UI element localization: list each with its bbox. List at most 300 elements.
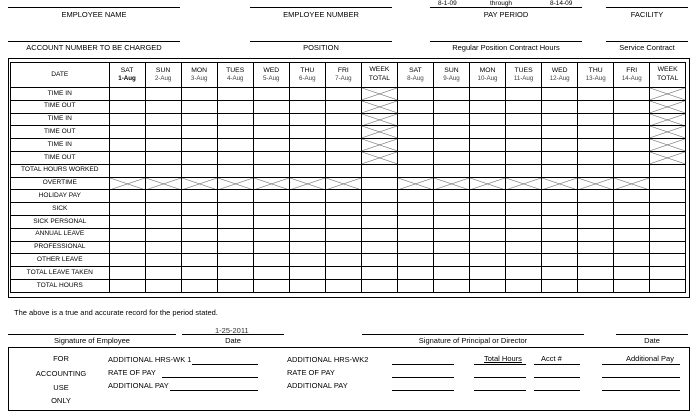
entry-cell[interactable] [145, 241, 181, 254]
entry-cell[interactable] [325, 267, 361, 280]
crossed-cell [361, 151, 397, 164]
entry-cell[interactable] [506, 241, 542, 254]
entry-cell[interactable] [289, 203, 325, 216]
acct-row1-line-d[interactable] [602, 364, 680, 365]
entry-cell[interactable] [325, 215, 361, 228]
day-name: TUES [514, 66, 533, 74]
entry-cell[interactable] [361, 177, 397, 190]
entry-cell[interactable] [145, 113, 181, 126]
entry-cell[interactable] [145, 126, 181, 139]
crossed-cell [181, 177, 217, 190]
entry-cell[interactable] [397, 164, 433, 177]
entry-cell[interactable] [253, 203, 289, 216]
entry-cell[interactable] [145, 254, 181, 267]
entry-cell[interactable] [361, 267, 397, 280]
entry-cell[interactable] [325, 164, 361, 177]
entry-cell[interactable] [181, 203, 217, 216]
entry-cell[interactable] [217, 151, 253, 164]
entry-cell[interactable] [470, 254, 506, 267]
entry-cell[interactable] [542, 241, 578, 254]
entry-cell[interactable] [217, 100, 253, 113]
entry-cell[interactable] [145, 203, 181, 216]
entry-cell[interactable] [109, 139, 145, 152]
entry-cell[interactable] [325, 203, 361, 216]
entry-cell[interactable] [506, 267, 542, 280]
entry-cell[interactable] [217, 241, 253, 254]
entry-cell[interactable] [650, 177, 686, 190]
crossed-cell [650, 139, 686, 152]
crossed-cell [614, 177, 650, 190]
entry-cell[interactable] [289, 139, 325, 152]
entry-cell[interactable] [506, 228, 542, 241]
entry-cell[interactable] [542, 100, 578, 113]
entry-cell[interactable] [614, 100, 650, 113]
entry-cell[interactable] [506, 151, 542, 164]
for-line-4: ONLY [51, 396, 71, 405]
entry-cell[interactable] [289, 215, 325, 228]
entry-cell[interactable] [361, 164, 397, 177]
entry-cell[interactable] [109, 267, 145, 280]
acct-row2-line-d[interactable] [602, 377, 680, 378]
entry-cell[interactable] [470, 113, 506, 126]
entry-cell[interactable] [145, 88, 181, 101]
service-contract-line[interactable] [606, 41, 688, 42]
entry-cell[interactable] [217, 126, 253, 139]
entry-cell[interactable] [109, 228, 145, 241]
entry-cell[interactable] [614, 113, 650, 126]
entry-cell[interactable] [433, 164, 469, 177]
row-label: OTHER LEAVE [11, 254, 110, 267]
entry-cell[interactable] [217, 203, 253, 216]
day-header [217, 63, 253, 88]
entry-cell[interactable] [506, 88, 542, 101]
entry-cell[interactable] [578, 254, 614, 267]
facility-label: FACILITY [630, 10, 664, 19]
acct-row3-line-d[interactable] [602, 390, 680, 391]
entry-cell[interactable] [181, 151, 217, 164]
entry-cell[interactable] [325, 228, 361, 241]
entry-cell[interactable] [506, 254, 542, 267]
entry-cell[interactable] [181, 113, 217, 126]
entry-cell[interactable] [181, 139, 217, 152]
entry-cell[interactable] [433, 215, 469, 228]
day-name: WED [263, 66, 280, 74]
entry-cell[interactable] [253, 215, 289, 228]
row-label: HOLIDAY PAY [11, 190, 110, 203]
entry-cell[interactable] [397, 254, 433, 267]
entry-cell[interactable] [181, 267, 217, 280]
entry-cell[interactable] [109, 151, 145, 164]
entry-cell[interactable] [506, 164, 542, 177]
entry-cell[interactable] [181, 88, 217, 101]
entry-cell[interactable] [650, 228, 686, 241]
entry-cell[interactable] [578, 267, 614, 280]
entry-cell[interactable] [433, 267, 469, 280]
entry-cell[interactable] [470, 241, 506, 254]
acct-row3-line-c[interactable] [534, 390, 580, 391]
entry-cell[interactable] [217, 190, 253, 203]
entry-cell[interactable] [361, 241, 397, 254]
entry-cell[interactable] [145, 139, 181, 152]
entry-cell[interactable] [325, 190, 361, 203]
entry-cell[interactable] [578, 100, 614, 113]
day-name: TUES [226, 66, 245, 74]
acct-row1-line-a[interactable] [392, 364, 454, 365]
entry-cell[interactable] [145, 151, 181, 164]
contract-hours-line[interactable] [430, 41, 582, 42]
acct-row2-line-a[interactable] [392, 377, 454, 378]
crossed-cell [145, 177, 181, 190]
entry-cell[interactable] [109, 113, 145, 126]
entry-cell[interactable] [614, 254, 650, 267]
entry-cell[interactable] [217, 113, 253, 126]
entry-cell[interactable] [650, 190, 686, 203]
entry-cell[interactable] [650, 279, 686, 292]
pay-period-through: through [490, 0, 513, 7]
entry-cell[interactable] [109, 100, 145, 113]
entry-cell[interactable] [397, 113, 433, 126]
entry-cell[interactable] [542, 215, 578, 228]
crossed-cell [506, 177, 542, 190]
entry-cell[interactable] [253, 126, 289, 139]
table-row [11, 279, 686, 292]
table-row [11, 267, 686, 280]
entry-cell[interactable] [397, 267, 433, 280]
acct-row2-line-c[interactable] [534, 377, 580, 378]
entry-cell[interactable] [145, 215, 181, 228]
entry-cell[interactable] [650, 203, 686, 216]
entry-cell[interactable] [145, 228, 181, 241]
entry-cell[interactable] [397, 88, 433, 101]
entry-cell[interactable] [325, 254, 361, 267]
entry-cell[interactable] [289, 279, 325, 292]
entry-cell[interactable] [397, 151, 433, 164]
entry-cell[interactable] [470, 267, 506, 280]
entry-cell[interactable] [325, 126, 361, 139]
entry-cell[interactable] [109, 190, 145, 203]
entry-cell[interactable] [614, 215, 650, 228]
entry-cell[interactable] [506, 279, 542, 292]
entry-cell[interactable] [289, 126, 325, 139]
entry-cell[interactable] [397, 228, 433, 241]
crossed-cell [470, 177, 506, 190]
additional-pay-1-line[interactable] [170, 390, 258, 391]
entry-cell[interactable] [217, 254, 253, 267]
day-date: 12-Aug [549, 75, 570, 83]
entry-cell[interactable] [614, 190, 650, 203]
entry-cell[interactable] [470, 203, 506, 216]
entry-cell[interactable] [217, 279, 253, 292]
entry-cell[interactable] [217, 267, 253, 280]
entry-cell[interactable] [578, 139, 614, 152]
entry-cell[interactable] [181, 241, 217, 254]
entry-cell[interactable] [433, 100, 469, 113]
entry-cell[interactable] [650, 241, 686, 254]
entry-cell[interactable] [470, 126, 506, 139]
entry-cell[interactable] [614, 203, 650, 216]
add-hrs-wk1-line[interactable] [192, 364, 258, 365]
entry-cell[interactable] [361, 228, 397, 241]
entry-cell[interactable] [325, 139, 361, 152]
entry-cell[interactable] [433, 254, 469, 267]
entry-cell[interactable] [253, 88, 289, 101]
entry-cell[interactable] [614, 164, 650, 177]
employee-number-label: EMPLOYEE NUMBER [283, 10, 359, 19]
rate-of-pay-1-line[interactable] [162, 377, 258, 378]
entry-cell[interactable] [325, 113, 361, 126]
entry-cell[interactable] [506, 190, 542, 203]
entry-cell[interactable] [253, 151, 289, 164]
entry-cell[interactable] [289, 88, 325, 101]
position-label: POSITION [303, 43, 339, 52]
entry-cell[interactable] [506, 100, 542, 113]
add-hrs-wk1-label: ADDITIONAL HRS-WK 1 [108, 355, 192, 364]
entry-cell[interactable] [578, 164, 614, 177]
entry-cell[interactable] [433, 126, 469, 139]
entry-cell[interactable] [145, 190, 181, 203]
entry-cell[interactable] [253, 100, 289, 113]
crossed-cell [650, 113, 686, 126]
entry-cell[interactable] [217, 139, 253, 152]
entry-cell[interactable] [433, 241, 469, 254]
entry-cell[interactable] [542, 164, 578, 177]
employee-name-line[interactable] [8, 7, 180, 8]
entry-cell[interactable] [542, 228, 578, 241]
entry-cell[interactable] [253, 241, 289, 254]
entry-cell[interactable] [470, 228, 506, 241]
acct-row1-line-c[interactable] [534, 364, 580, 365]
crossed-cell [253, 177, 289, 190]
entry-cell[interactable] [253, 190, 289, 203]
entry-cell[interactable] [145, 279, 181, 292]
entry-cell[interactable] [650, 254, 686, 267]
principal-date-line[interactable] [616, 334, 688, 335]
entry-cell[interactable] [433, 190, 469, 203]
entry-cell[interactable] [361, 203, 397, 216]
entry-cell[interactable] [217, 164, 253, 177]
entry-cell[interactable] [109, 126, 145, 139]
row-label: TOTAL LEAVE TAKEN [11, 267, 110, 280]
pay-period-line[interactable] [430, 7, 582, 8]
entry-cell[interactable] [397, 215, 433, 228]
entry-cell[interactable] [109, 254, 145, 267]
entry-cell[interactable] [397, 241, 433, 254]
acct-row2-line-b[interactable] [474, 377, 526, 378]
acct-row3-line-b[interactable] [474, 390, 526, 391]
entry-cell[interactable] [542, 279, 578, 292]
entry-cell[interactable] [109, 203, 145, 216]
entry-cell[interactable] [470, 190, 506, 203]
entry-cell[interactable] [109, 241, 145, 254]
row-label: OVERTIME [11, 177, 110, 190]
entry-cell[interactable] [433, 203, 469, 216]
entry-cell[interactable] [289, 254, 325, 267]
entry-cell[interactable] [253, 113, 289, 126]
entry-cell[interactable] [542, 190, 578, 203]
grid-header-row [11, 63, 686, 88]
entry-cell[interactable] [433, 88, 469, 101]
entry-cell[interactable] [614, 279, 650, 292]
entry-cell[interactable] [253, 139, 289, 152]
entry-cell[interactable] [253, 254, 289, 267]
entry-cell[interactable] [289, 100, 325, 113]
employee-signature-line[interactable] [8, 334, 176, 335]
entry-cell[interactable] [145, 164, 181, 177]
entry-cell[interactable] [433, 228, 469, 241]
entry-cell[interactable] [397, 203, 433, 216]
employee-number-line[interactable] [250, 7, 392, 8]
entry-cell[interactable] [361, 215, 397, 228]
entry-cell[interactable] [289, 151, 325, 164]
position-line[interactable] [250, 41, 392, 42]
entry-cell[interactable] [325, 100, 361, 113]
table-row [11, 88, 686, 101]
entry-cell[interactable] [181, 254, 217, 267]
entry-cell[interactable] [542, 267, 578, 280]
table-row [11, 164, 686, 177]
entry-cell[interactable] [109, 88, 145, 101]
entry-cell[interactable] [325, 88, 361, 101]
entry-cell[interactable] [578, 190, 614, 203]
facility-line[interactable] [606, 7, 688, 8]
entry-cell[interactable] [397, 190, 433, 203]
entry-cell[interactable] [325, 279, 361, 292]
entry-cell[interactable] [578, 151, 614, 164]
entry-cell[interactable] [506, 215, 542, 228]
principal-signature-line[interactable] [362, 334, 584, 335]
entry-cell[interactable] [506, 126, 542, 139]
entry-cell[interactable] [289, 228, 325, 241]
entry-cell[interactable] [397, 139, 433, 152]
date-header: DATE [11, 63, 110, 88]
entry-cell[interactable] [289, 113, 325, 126]
entry-cell[interactable] [181, 228, 217, 241]
entry-cell[interactable] [614, 139, 650, 152]
entry-cell[interactable] [217, 215, 253, 228]
row-label: TOTAL HOURS [11, 279, 110, 292]
entry-cell[interactable] [289, 164, 325, 177]
entry-cell[interactable] [650, 164, 686, 177]
entry-cell[interactable] [650, 267, 686, 280]
entry-cell[interactable] [542, 151, 578, 164]
entry-cell[interactable] [614, 151, 650, 164]
entry-cell[interactable] [614, 267, 650, 280]
day-date: 9-Aug [443, 75, 460, 83]
entry-cell[interactable] [470, 151, 506, 164]
row-label: TIME OUT [11, 151, 110, 164]
week-total-header [361, 63, 397, 88]
entry-cell[interactable] [542, 113, 578, 126]
entry-cell[interactable] [506, 113, 542, 126]
entry-cell[interactable] [470, 164, 506, 177]
entry-cell[interactable] [361, 279, 397, 292]
entry-cell[interactable] [542, 203, 578, 216]
entry-cell[interactable] [542, 254, 578, 267]
entry-cell[interactable] [614, 241, 650, 254]
entry-cell[interactable] [253, 228, 289, 241]
additional-pay-1-label: ADDITIONAL PAY [108, 381, 169, 390]
entry-cell[interactable] [433, 151, 469, 164]
entry-cell[interactable] [578, 215, 614, 228]
entry-cell[interactable] [253, 279, 289, 292]
entry-cell[interactable] [506, 203, 542, 216]
entry-cell[interactable] [253, 164, 289, 177]
entry-cell[interactable] [109, 164, 145, 177]
day-header [542, 63, 578, 88]
entry-cell[interactable] [578, 228, 614, 241]
row-label: TIME OUT [11, 100, 110, 113]
entry-cell[interactable] [578, 88, 614, 101]
entry-cell[interactable] [578, 241, 614, 254]
entry-cell[interactable] [470, 88, 506, 101]
entry-cell[interactable] [578, 279, 614, 292]
entry-cell[interactable] [578, 203, 614, 216]
crossed-cell [650, 88, 686, 101]
acct-row3-line-a[interactable] [392, 390, 454, 391]
entry-cell[interactable] [145, 267, 181, 280]
entry-cell[interactable] [217, 88, 253, 101]
entry-cell[interactable] [542, 88, 578, 101]
day-header [506, 63, 542, 88]
acct-row1-line-b[interactable] [474, 364, 526, 365]
entry-cell[interactable] [578, 113, 614, 126]
employee-date-line[interactable] [182, 334, 284, 335]
entry-cell[interactable] [181, 279, 217, 292]
entry-cell[interactable] [650, 215, 686, 228]
entry-cell[interactable] [433, 113, 469, 126]
entry-cell[interactable] [470, 100, 506, 113]
entry-cell[interactable] [145, 100, 181, 113]
entry-cell[interactable] [109, 279, 145, 292]
entry-cell[interactable] [470, 215, 506, 228]
entry-cell[interactable] [361, 190, 397, 203]
entry-cell[interactable] [614, 228, 650, 241]
entry-cell[interactable] [578, 126, 614, 139]
entry-cell[interactable] [217, 228, 253, 241]
entry-cell[interactable] [470, 139, 506, 152]
entry-cell[interactable] [470, 279, 506, 292]
entry-cell[interactable] [542, 139, 578, 152]
entry-cell[interactable] [181, 215, 217, 228]
row-label: ANNUAL LEAVE [11, 228, 110, 241]
entry-cell[interactable] [181, 100, 217, 113]
entry-cell[interactable] [181, 190, 217, 203]
entry-cell[interactable] [253, 267, 289, 280]
entry-cell[interactable] [614, 126, 650, 139]
entry-cell[interactable] [325, 151, 361, 164]
entry-cell[interactable] [289, 267, 325, 280]
entry-cell[interactable] [181, 126, 217, 139]
entry-cell[interactable] [325, 241, 361, 254]
entry-cell[interactable] [361, 254, 397, 267]
entry-cell[interactable] [433, 139, 469, 152]
add-hrs-wk2-label: ADDITIONAL HRS-WK2 [287, 355, 369, 364]
entry-cell[interactable] [397, 279, 433, 292]
entry-cell[interactable] [397, 126, 433, 139]
entry-cell[interactable] [614, 88, 650, 101]
entry-cell[interactable] [181, 164, 217, 177]
day-date: 8-Aug [407, 75, 424, 83]
entry-cell[interactable] [433, 279, 469, 292]
entry-cell[interactable] [289, 241, 325, 254]
entry-cell[interactable] [506, 139, 542, 152]
entry-cell[interactable] [109, 215, 145, 228]
account-line[interactable] [8, 41, 180, 42]
entry-cell[interactable] [542, 126, 578, 139]
principal-date-label: Date [644, 336, 660, 345]
entry-cell[interactable] [289, 190, 325, 203]
entry-cell[interactable] [397, 100, 433, 113]
